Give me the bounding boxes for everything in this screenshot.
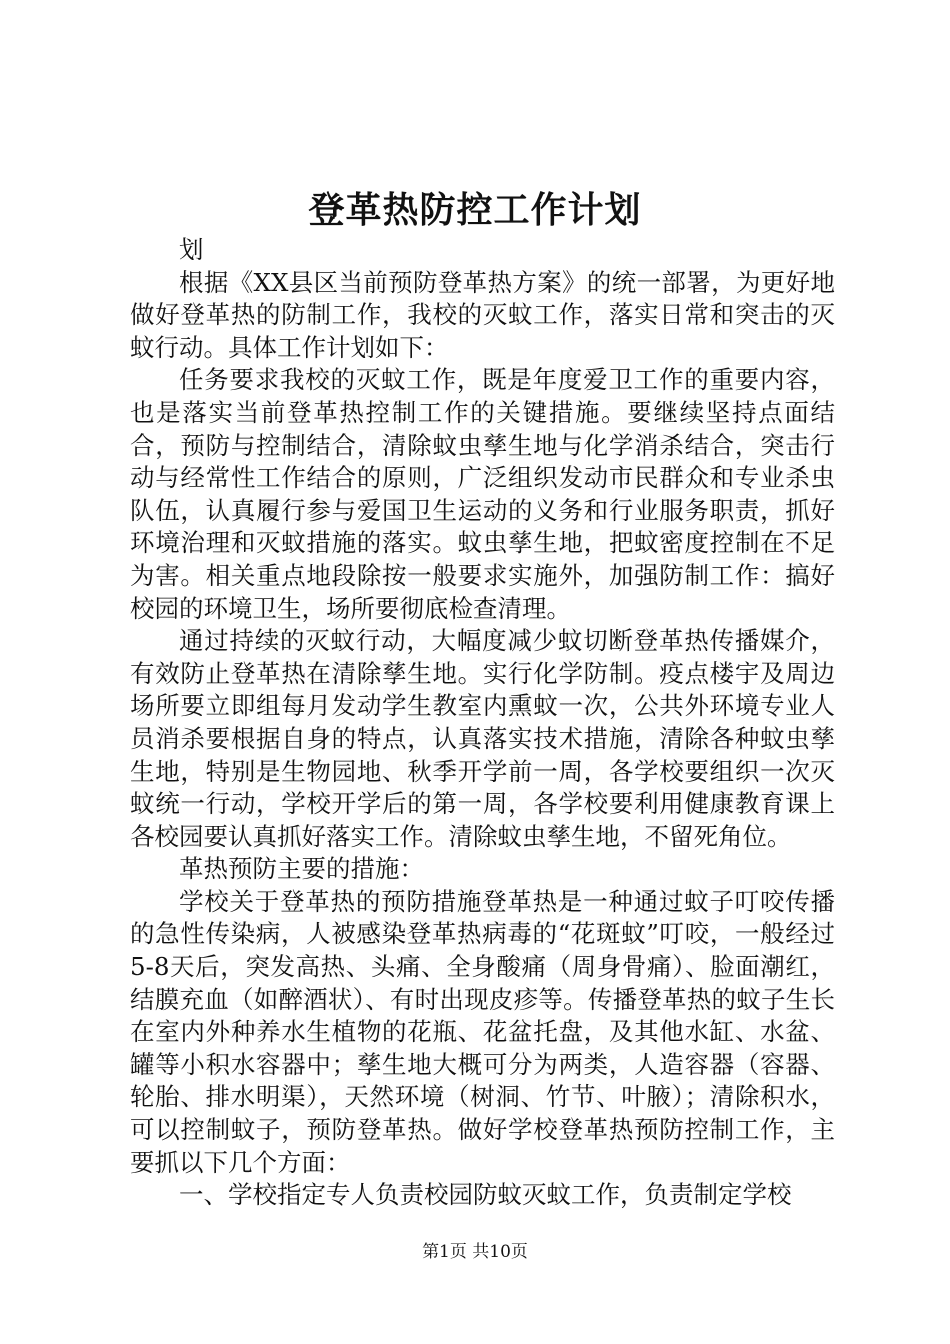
page-footer: 第1页 共10页 (422, 1242, 528, 1262)
paragraph-2: 根据《XX县区当前预防登革热方案》的统一部署，为更好地做好登革热的防制工作，我校的灭蚊工作，落实日常和突击的灭蚊行动。具体工作计划如下： (130, 267, 835, 362)
document-title: 登革热防控工作计划 (308, 189, 642, 231)
document-body (130, 234, 835, 1212)
paragraph-1: 划 (179, 235, 204, 264)
paragraph-5: 革热预防主要的措施： (179, 854, 424, 884)
paragraph-7: 一、学校指定专人负责校园防蚊灭蚊工作，负责制定学校 (179, 1180, 792, 1210)
paragraph-6: 学校关于登革热的预防措施登革热是一种通过蚊子叮咬传播的急性传染病，人被感染登革热病毒的“花斑蚊”叮咬，一般经过5-8天后，突发高热、头痛、全身酸痛（周身骨痛）、脸面潮红，结膜充血（如醉酒状）、有时出现皮疹等。传播登革热的蚊子生长在室内外种养水生植物的花瓶、花盆托盘，及其他水缸、水盆、罐等小积水容器中；孳生地大概可分为两类，人造容器（容器、轮胎、排水明渠），天然环境（树洞、竹节、叶腋）；清除积水，可以控制蚊子，预防登革热。做好学校登革热预防控制工作，主要抓以下几个方面： (130, 886, 835, 1177)
paragraph-3: 任务要求我校的灭蚊工作，既是年度爱卫工作的重要内容，也是落实当前登革热控制工作的关键措施。要继续坚持点面结合，预防与控制结合，清除蚊虫孳生地与化学消杀结合，突击行动与经常性工作结合的原则，广泛组织发动市民群众和专业杀虫队伍，认真履行参与爱国卫生运动的义务和行业服务职责，抓好环境治理和灭蚊措施的落实。蚊虫孳生地，把蚊密度控制在不足为害。相关重点地段除按一般要求实施外，加强防制工作：搞好校园的环境卫生，场所要彻底检查清理。 (130, 365, 835, 623)
paragraph-4: 通过持续的灭蚊行动，大幅度减少蚊切断登革热传播媒介，有效防止登革热在清除孳生地。实行化学防制。疫点楼宇及周边场所要立即组每月发动学生教室内熏蚊一次，公共外环境专业人员消杀要根据自身的特点，认真落实技术措施，清除各种蚊虫孳生地，特别是生物园地、秋季开学前一周，各学校要组织一次灭蚊统一行动，学校开学后的第一周，各学校要利用健康教育课上各校园要认真抓好落实工作。清除蚊虫孳生地，不留死角位。 (130, 626, 835, 851)
